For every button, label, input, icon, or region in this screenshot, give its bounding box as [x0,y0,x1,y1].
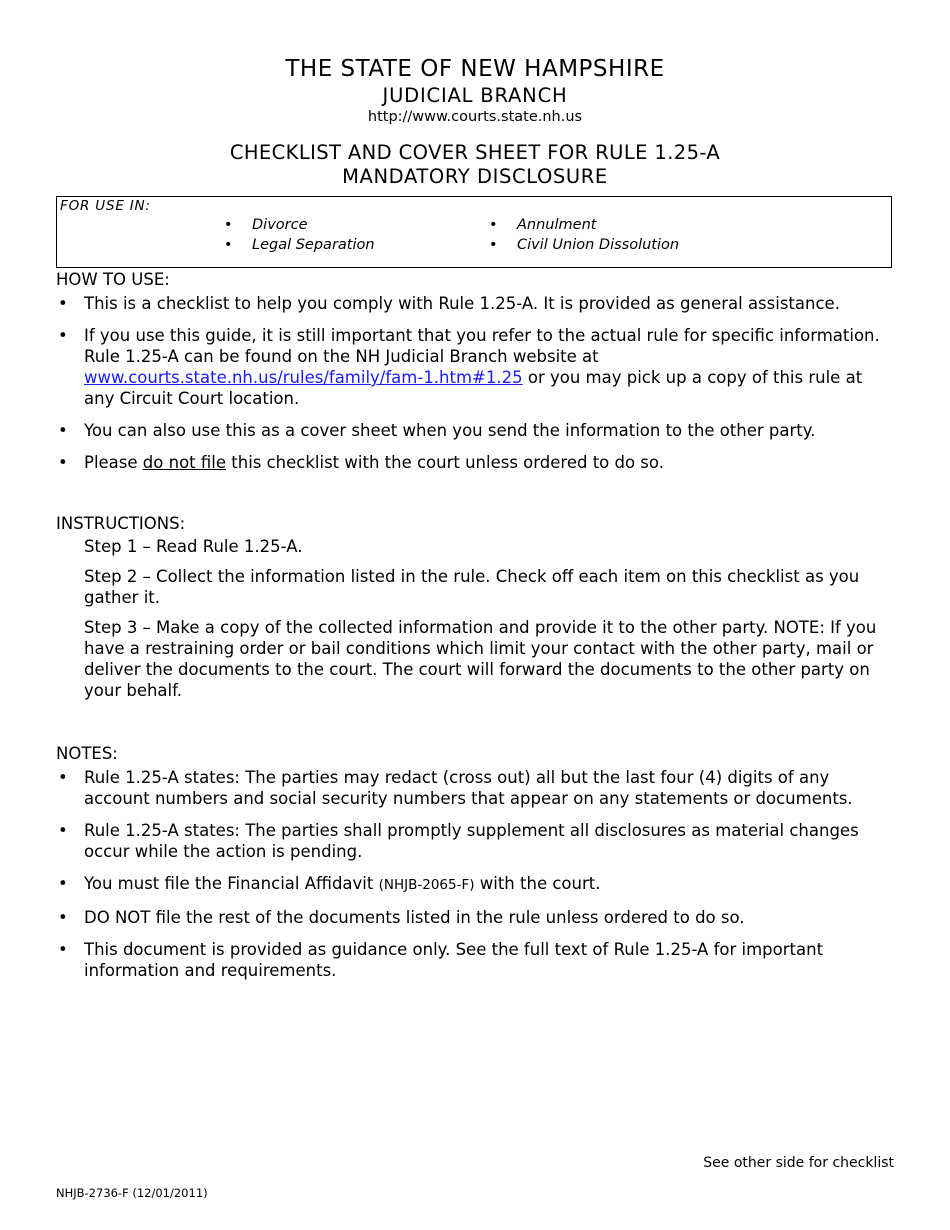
how-to-use-item: • You can also use this as a cover sheet when you send the information to the other party. [56,420,896,441]
form-number: NHJB-2736-F (12/01/2011) [56,1186,208,1200]
note-item: • This document is provided as guidance only. See the full text of Rule 1.25-A for important information and requirements. [56,939,896,981]
how-to-use-item: • Please do not file this checklist with the court unless ordered to do so. [56,452,896,473]
state-title: THE STATE OF NEW HAMPSHIRE [285,56,665,82]
rule-link[interactable]: www.courts.state.nh.us/rules/family/fam-1.htm#1.25 [84,368,523,387]
branch-title: JUDICIAL BRANCH [382,84,568,107]
notes-heading: NOTES: [56,744,118,763]
financial-affidavit-form-number: (NHJB-2065-F) [378,877,475,893]
how-to-use-item: • If you use this guide, it is still important that you refer to the actual rule for specific information. Rule 1.25-A can be found on the NH Judicial Branch website at www.courts.state.nh.us/rules/family/fam-1.htm#1.25 or you may pick up a copy of this rule at any Circuit Court location. [56,325,896,409]
how-to-use-heading: HOW TO USE: [56,270,170,289]
note-item: • Rule 1.25-A states: The parties shall promptly supplement all disclosures as material changes occur while the action is pending. [56,820,896,862]
how-to-use-list [56,293,896,484]
notes-list [56,767,896,992]
use-item-divorce: • Divorce [224,216,375,236]
use-list-column1 [224,216,375,255]
for-use-in-box [56,196,892,268]
form-title-line1: CHECKLIST AND COVER SHEET FOR RULE 1.25-A [229,141,721,164]
instructions-steps [84,536,896,710]
use-list-column2 [489,216,679,255]
do-not-file-emphasis: do not file [142,453,227,472]
use-item-civil-union-dissolution: • Civil Union Dissolution [489,236,679,256]
for-use-in-label: FOR USE IN: [60,198,151,214]
use-item-legal-separation: • Legal Separation [224,236,375,256]
note-item: • Rule 1.25-A states: The parties may redact (cross out) all but the last four (4) digits of any account numbers and social security numbers that appear on any statements or documents. [56,767,896,809]
court-url: http://www.courts.state.nh.us [367,109,583,125]
form-title-line2: MANDATORY DISCLOSURE [342,165,608,188]
note-item: • You must file the Financial Affidavit (NHJB-2065-F) with the court. [56,873,896,896]
step-1: Step 1 – Read Rule 1.25-A. [84,537,303,556]
step-3: Step 3 – Make a copy of the collected information and provide it to the other party. NOTE: If you have a restraining order or bail conditions which limit your contact with the other party, mail or deliver the documents to the court. The court will forward the documents to the other party on your behalf. [84,618,877,700]
see-other-side-note: See other side for checklist [703,1155,894,1171]
note-item: • DO NOT file the rest of the documents listed in the rule unless ordered to do so. [56,907,896,928]
how-to-use-item: • This is a checklist to help you comply with Rule 1.25-A. It is provided as general assistance. [56,293,896,314]
step-2: Step 2 – Collect the information listed in the rule. Check off each item on this checklist as you gather it. [84,567,860,607]
instructions-heading: INSTRUCTIONS: [56,514,186,533]
use-item-annulment: • Annulment [489,216,679,236]
